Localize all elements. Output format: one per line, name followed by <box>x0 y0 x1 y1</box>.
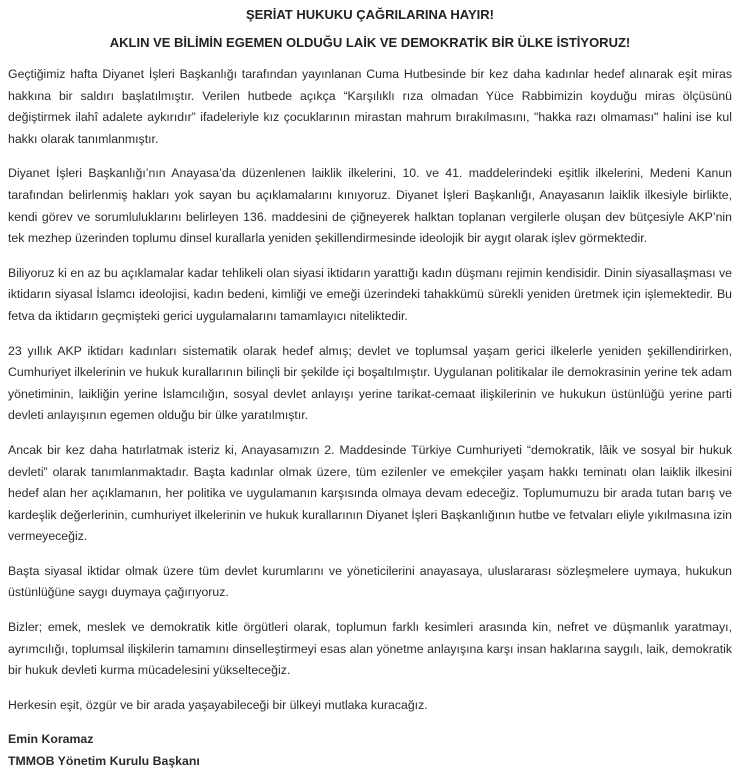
document-subtitle: AKLIN VE BİLİMİN EGEMEN OLDUĞU LAİK VE DEMOKRATİK BİR ÜLKE İSTİYORUZ! <box>109 35 631 50</box>
paragraph-4: 23 yıllık AKP iktidarı kadınları sistematik olarak hedef almış; devlet ve toplumsal yaşam gerici ilkelerle yeniden şekillendirirken, Cumhuriyet ilkelerinin ve hukuk kurallarının bilinçli bir şekilde içi boşaltılmıştır. Uygulanan politikalar ile demokrasinin yerine tek adam yönetiminin, laikliğin yerine İslamcılığın, sosyal devlet anlayışı yerine tarikat-cemaat ilişkilerinin ve hukukun üstünlüğü yerine parti devleti anlayışının egemen olduğu bir ülke yaratılmıştır. <box>8 343 732 423</box>
paragraph-6: Başta siyasal iktidar olmak üzere tüm devlet kurumlarını ve yöneticilerini anayasaya, uluslararası sözleşmelere uymaya, hukukun üstünlüğüne saygı duymaya çağırıyoruz. <box>8 563 732 600</box>
paragraph-1: Geçtiğimiz hafta Diyanet İşleri Başkanlığı tarafından yayınlanan Cuma Hutbesinde bir kez daha kadınlar hedef alınarak eşit miras hakkına bir saldırı başlatılmıştır. Verilen hutbede açıkça “Karşılıklı rıza olmadan Yüce Rabbimizin koyduğu miras ölçüsünü değiştirmek ilahî adalete aykırıdır” ifadeleriyle kız çocuklarının mirastan mahrum bırakılmasını, "hakka razı olmaması" halini ise kul hakkı olarak tanımlanmıştır. <box>8 67 732 146</box>
document-title: ŞERİAT HUKUKU ÇAĞRILARINA HAYIR! <box>246 7 494 22</box>
paragraph-8: Herkesin eşit, özgür ve bir arada yaşayabileceği bir ülkeyi mutlaka kuracağız. <box>8 697 428 712</box>
paragraph-7: Bizler; emek, meslek ve demokratik kitle örgütleri olarak, toplumun farklı kesimleri arasında kin, nefret ve düşmanlık yaratmayı, ayrımcılığı, toplumsal ilişkilerin tamamını dinselleştirmeyi esas alan yönetme anlayışına karşı insan haklarına saygılı, laik, demokratik bir hukuk devleti kurma mücadelesini yükselteceğiz. <box>8 620 732 678</box>
paragraph-2: Diyanet İşleri Başkanlığı’nın Anayasa’da düzenlenen laiklik ilkelerini, 10. ve 41. maddelerindeki eşitlik ilkelerini, Medeni Kanun tarafından belirlenmiş hakları yok sayan bu açıklamalarını kınıyoruz. Diyanet İşleri Başkanlığı, Anayasanın laiklik ilkesiyle birlikte, kendi görev ve sorumluluklarını belirleyen 136. maddesini de çiğneyerek halktan toplanan vergilerle oluşan dev bütçesiyle AKP’nin tek mezhep üzerinden toplumu dinsel kurallarla yeniden şekillendirmesinde ideolojik bir aygıt olarak işlev görmektedir. <box>8 166 732 246</box>
signature-role: TMMOB Yönetim Kurulu Başkanı <box>8 754 200 769</box>
paragraph-5: Ancak bir kez daha hatırlatmak isteriz ki, Anayasamızın 2. Maddesinde Türkiye Cumhuriyeti “demokratik, lâik ve sosyal bir hukuk devleti” olarak tanımlanmaktadır. Başta kadınlar olmak üzere, tüm ezilenler ve emekçiler yaşam hakkı teminatı olan laiklik ilkesini hedef alan her açıklamanın, her politika ve uygulamanın karşısında olmaya devam edeceğiz. Toplumumuzu bir arada tutan barış ve kardeşlik değerlerinin, cumhuriyet ilkelerinin ve hukuk kurallarının Diyanet İşleri Başkanlığının hutbe ve fetvaları eliyle yıkılmasına izin vermeyeceğiz. <box>8 442 732 544</box>
paragraph-3: Biliyoruz ki en az bu açıklamalar kadar tehlikeli olan siyasi iktidarın yarattığı kadın düşmanı rejimin kendisidir. Dinin siyasallaşması ve iktidarın siyasal İslamcı ideolojisi, kadın bedeni, kimliği ve emeği üzerindeki tahakkümü sürekli yeniden üretmek için işlemektedir. Bu fetva da iktidarın geçmişteki gerici uygulamalarını tamamlayıcı niteliktedir. <box>8 265 732 323</box>
signature-name: Emin Koramaz <box>8 732 94 747</box>
